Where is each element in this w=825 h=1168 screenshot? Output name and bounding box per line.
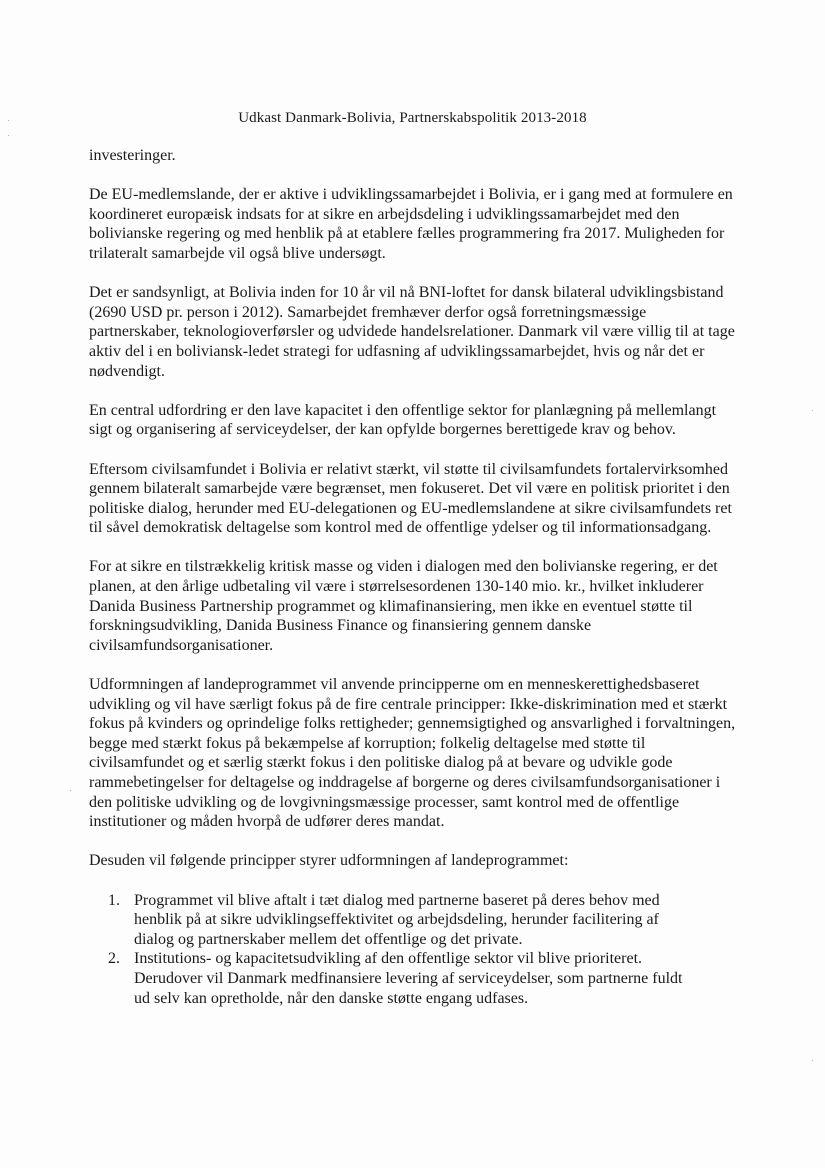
paragraph-gni-ceiling: Det er sandsynligt, at Bolivia inden for 10 år vil nå BNI-loftet for dansk bilateral udviklingsbistand (2690 USD pr. person i 2012). Samarbejdet fremhæver derfor også forretningsmæssige partnerskaber, teknologioverførsler og udvidede handelsrelationer. Danmark vil være villig til at tage aktiv del i en boliviansk-ledet strategi for udfasning af udviklingssamarbejdet, hvis og når det er nødvendigt.	[89, 284, 735, 380]
scan-speck	[70, 790, 71, 791]
list-item-number: 1.	[108, 891, 120, 909]
list-item-text: Programmet vil blive aftalt i tæt dialog med partnerne baseret på deres behov med henblik på at sikre udviklingseffektivitet og arbejdsdeling, herunder facilitering af dialog og partnerskaber mellem det offentlige og det private.	[134, 891, 660, 948]
paragraph-annual-disbursement: For at sikre en tilstrækkelig kritisk masse og viden i dialogen med den bolivianske regering, er det planen, at den årlige udbetaling vil være i størrelsesordenen 130-140 mio. kr., hvilket inkluderer Danida Business Partnership programmet og klimafinansiering, men ikke en eventuel støtte til forskningsudvikling, Danida Business Finance og finansiering gennem danske civilsamfundsorganisationer.	[89, 558, 718, 654]
list-item-text: Institutions- og kapacitetsudvikling af den offentlige sektor vil blive prioriteret. Derudover vil Danmark medfinansiere levering af serviceydelser, som partnerne fuldt ud selv kan opretholde, når den danske støtte engang udfases.	[134, 950, 683, 1007]
page-header: Udkast Danmark-Bolivia, Partnerskabspolitik 2013-2018	[238, 110, 587, 126]
paragraph-principles-intro: Desuden vil følgende principper styrer udformningen af landeprogrammet:	[89, 852, 569, 870]
scan-speck	[812, 410, 813, 411]
list-item	[89, 949, 689, 1008]
scan-speck	[812, 1060, 813, 1061]
paragraph-civil-society: Eftersom civilsamfundet i Bolivia er relativt stærkt, vil støtte til civilsamfundets fortalervirksomhed gennem bilateralt samarbejde være begrænset, men fokuseret. Det vil være en politisk prioritet i den politiske dialog, herunder med EU-delegationen og EU-medlemslandene at sikre civilsamfundets ret til såvel demokratisk deltagelse som kontrol med de offentlige ydelser og til informationsadgang.	[89, 460, 732, 537]
paragraph-eu-coordination: De EU-medlemslande, der er aktive i udviklingssamarbejdet i Bolivia, er i gang med at formulere en koordineret europæisk indsats for at sikre en arbejdsdeling i udviklingssamarbejdet med den bolivianske regering og med henblik på at etablere fælles programmering fra 2017. Muligheden for trilateralt samarbejde vil også blive undersøgt.	[89, 186, 733, 262]
paragraph-human-rights-approach: Udformningen af landeprogrammet vil anvende principperne om en menneskerettighedsbaseret udvikling og vil have særligt fokus på de fire centrale principper: Ikke-diskrimination med et stærkt fokus på kvinders og oprindelige folks rettigheder; gennemsigtighed og ansvarlighed i forvaltningen, begge med stærkt fokus på bekæmpelse af korruption; folkelig deltagelse med støtte til civilsamfundet og et særlig stærkt fokus i den politiske dialog på at bevare og udvikle gode rammebetingelser for deltagelse og inddragelse af borgerne og deres civilsamfundsorganisationer i den politiske udvikling og de lovgivningsmæssige processer, samt kontrol med de offentlige institutioner og måden hvorpå de udfører deres mandat.	[89, 676, 736, 831]
document-body	[89, 146, 739, 1008]
list-item-number: 2.	[108, 950, 120, 968]
principles-list	[89, 891, 689, 1009]
scan-speck	[8, 135, 9, 136]
paragraph-capacity-challenge: En central udfordring er den lave kapacitet i den offentlige sektor for planlægning på mellemlangt sigt og organisering af serviceydelser, der kan opfylde borgernes berettigede krav og behov.	[89, 401, 717, 439]
list-item	[89, 891, 689, 950]
paragraph-continuation: investeringer.	[89, 147, 176, 164]
